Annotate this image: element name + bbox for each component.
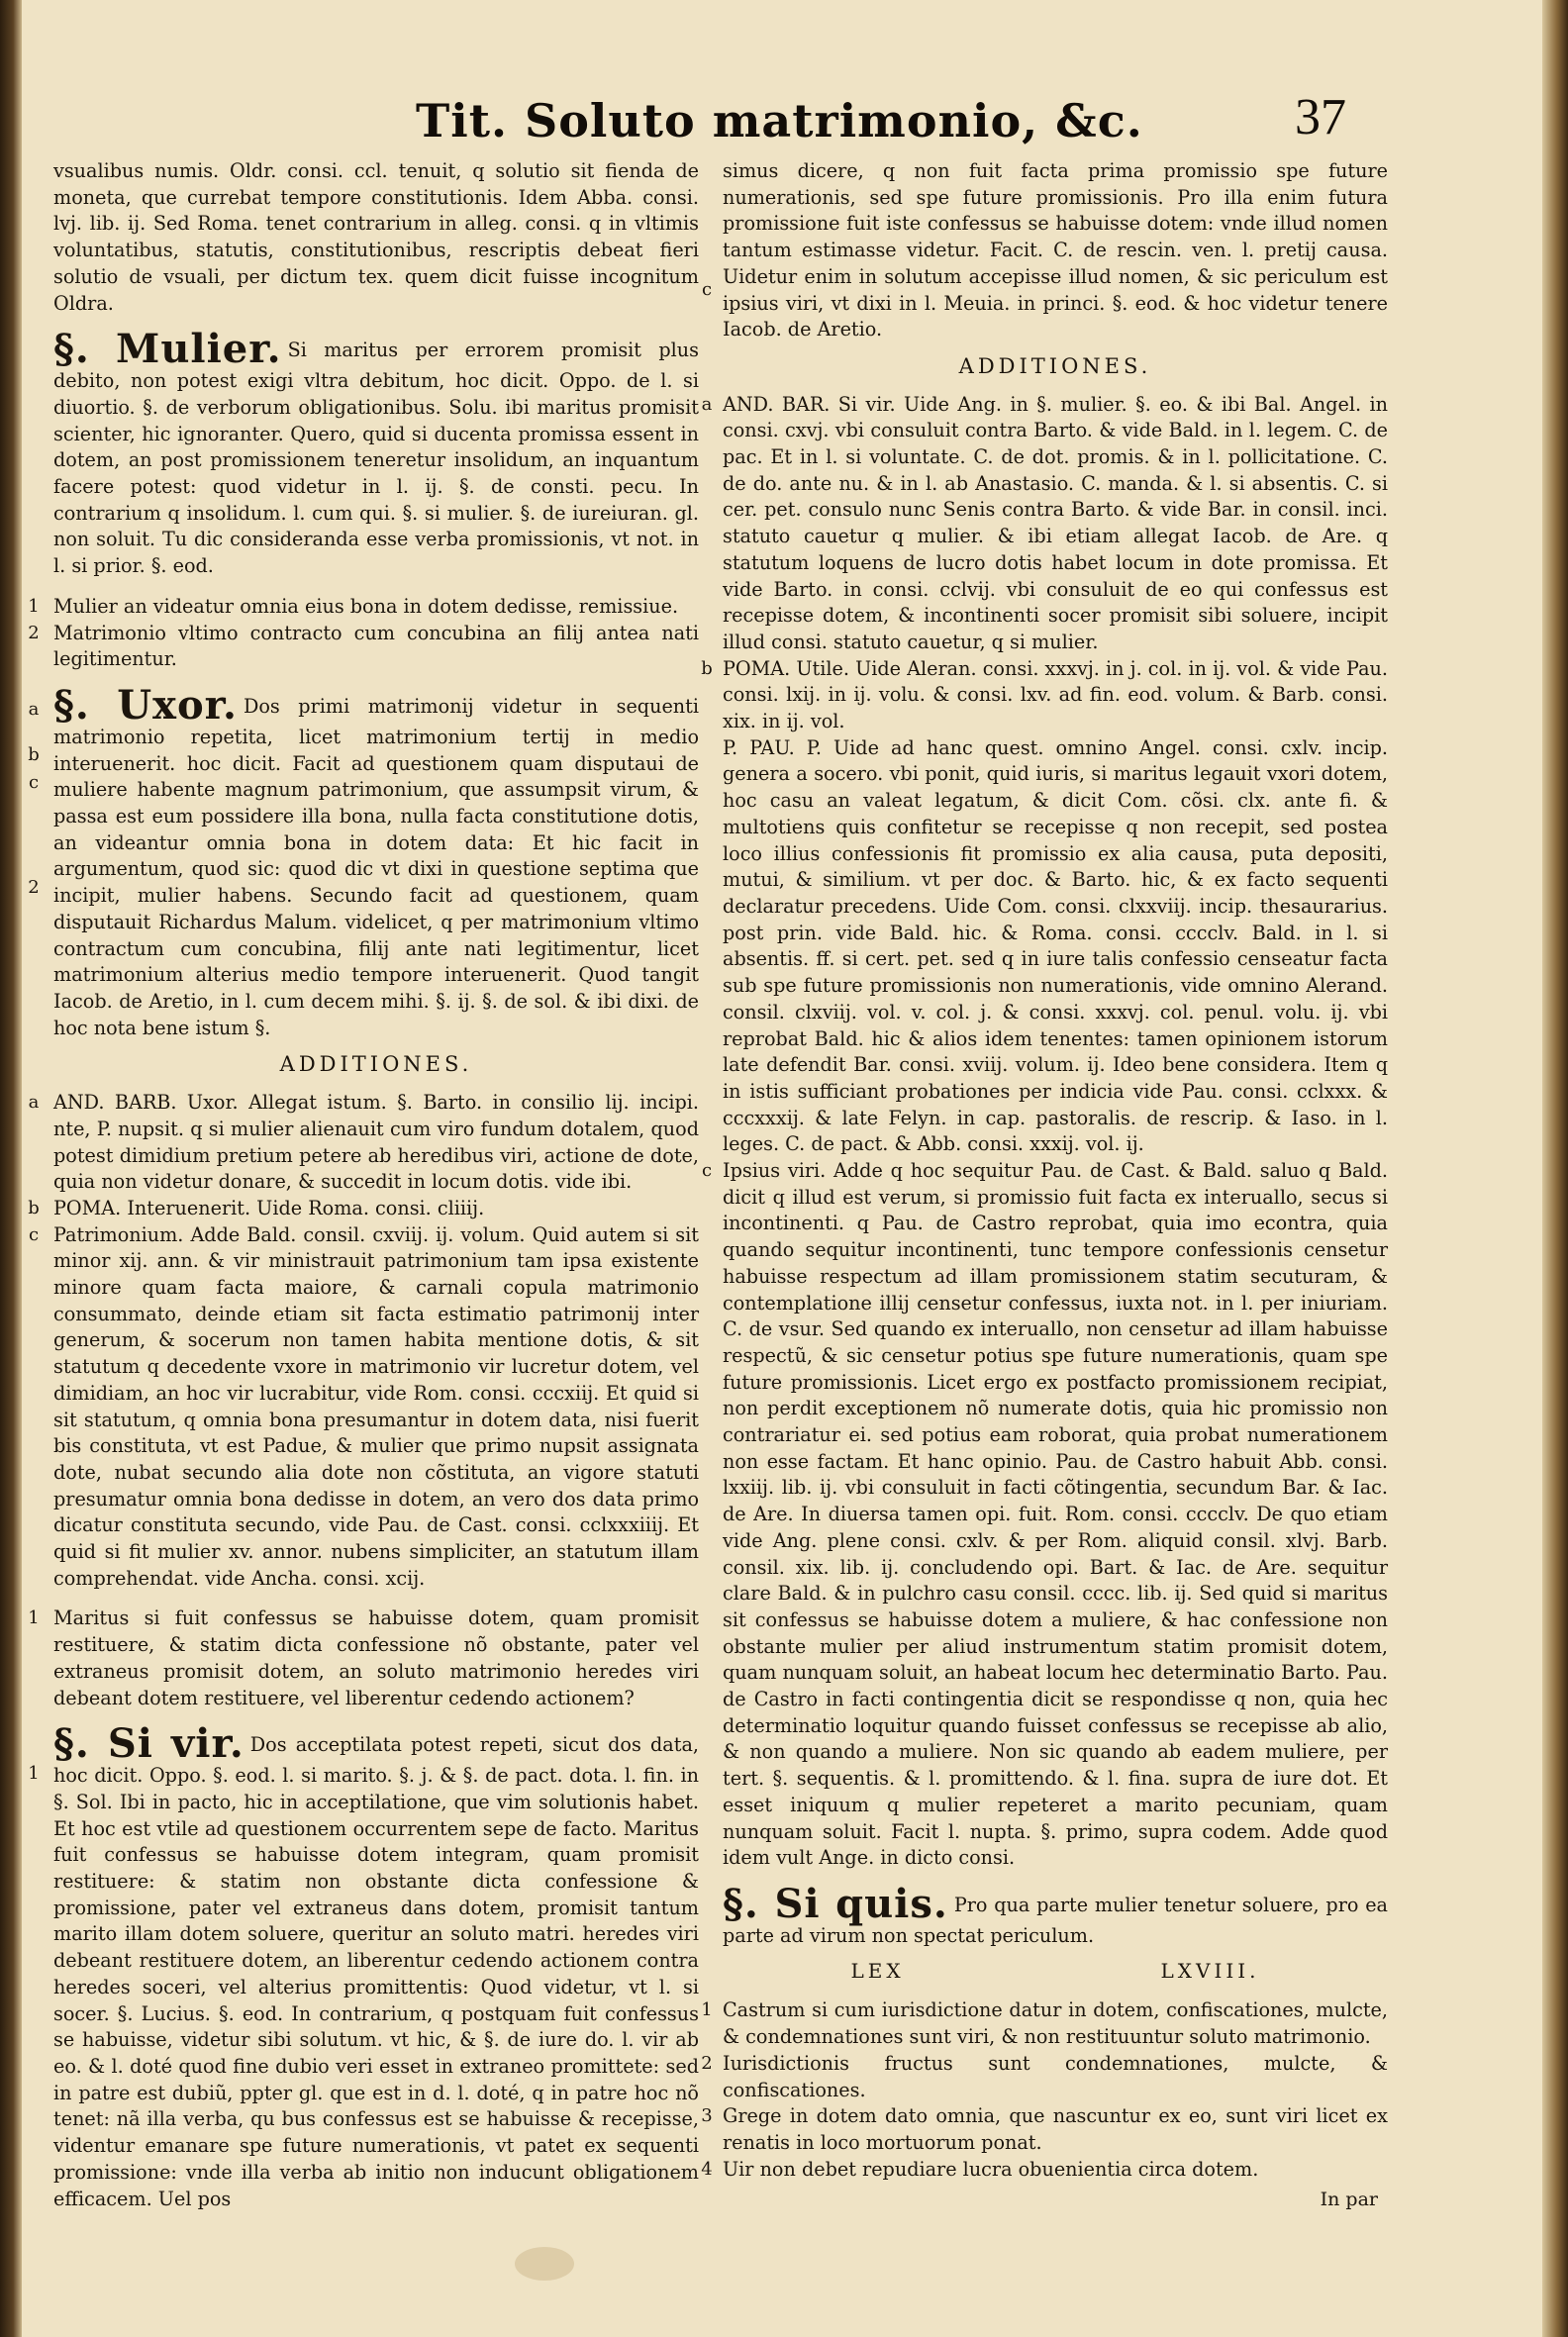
addition-item <box>723 735 1388 1158</box>
folio-number: 37 <box>1295 89 1346 146</box>
addition-item <box>701 656 1388 735</box>
summary-number: 4 <box>701 2158 713 2180</box>
margin-letter-b: b <box>28 743 40 765</box>
addition-text: POMA. Interuenerit. Uide Roma. consi. cliiij. <box>53 1196 485 1219</box>
addition-text: Ipsius viri. Adde q hoc sequitur Pau. de Cast. & Bald. saluo q Bald. dicit q illud est verum, si promissio fuit facta ex interuallo, secus si incontinenti. q Pau. de Castro reprobat, quia imo econtra, quia quando sequitur incontinenti, tunc tempore confessionis censetur habuisse respectum ad illam promissionem statim secuturam, & contemplatione illij censetur confessus, iuxta not. in l. per iniuriam. C. de vsur. Sed quando ex interuallo, non censetur ad illam habuisse respectũ, & sic censetur potius spe future numerationis, quam spe future promissionis. Licet ergo ex postfacto promissionem recipiat, non perdit exceptionem nõ numerate dotis, quia hic promissio non contrariatur ei. sed potius eam roborat, quia probat numerationem non esse factam. Et hanc opinio. Pau. de Castro habuit Abb. consi. lxxiij. lib. ij. vbi consuluit in facti cõtingentia, secundum Bar. & Iac. de Are. In diuersa tamen opi. fuit. Rom. consi. cccclv. De quo etiam vide Ang. plene consi. cxlv. & per Rom. aliquid consil. xlvj. Barb. consil. xix. lib. ij. concludendo opi. Bart. & Iac. de Are. sequitur clare Bald. & in pulchro casu consil. cccc. lib. ij. Sed quid si maritus sit confessus se habuisse dotem a muliere, & hac confessione non obstante mulier per aliud instrumentum statim promisit dotem, quam nunquam soluit, an habeat locum hec determinatio Barto. Pau. de Castro in facti contingentia dicit se respondisse q non, quia hec determinatio loquitur quando fuisset confessus se recepisse ab alio, & non quando a muliere. Non sic quando ab eadem muliere, per tert. §. sequentis. & l. promittendo. & l. fina. supra de iure dot. Et esset iniquum q mulier repeteret a marito pecuniam, quam nunquam soluit. Facit l. nupta. §. primo, supra codem. Adde quod idem vult Ange. in dicto consi. <box>723 1159 1388 1870</box>
addition-text: AND. BARB. Uxor. Allegat istum. §. Barto. in consilio lij. incipi. nte, P. nupsit. q si mulier alienauit cum viro fundum dotalem, quod potest dimidium pretium petere ab heredibus viri, actione de dote, quia non videtur donare, & succedit in locum dotis. vide ibi. <box>53 1091 699 1194</box>
addition-text: Patrimonium. Adde Bald. consil. cxviij. ij. volum. Quid autem si sit minor xij. ann. & vir ministrauit patrimonium tam ipsa existente minore quam facta maiore, & carnali copula matrimonio consummato, deinde etiam sit facta estimatio patrimonij inter generum, & socerum non tamen habita mentione dotis, & sit statutum q decedente vxore in matrimonio vir lucretur dotem, vel dimidiam, an hoc vir lucrabitur, vide Rom. consi. cccxiij. Et quid si sit statutum, q omnia bona presumantur in dotem data, nisi fuerit bis constituta, vt est Padue, & mulier que primo nupsit assignata dote, nubat secundo alia dote non cõstituta, an vigore statuti presumatur omnia bona dedisse in dotem, an vero dos data primo dicatur constituta secundo, vide Pau. de Cast. consi. cclxxxiiij. Et quid si fit mulier xv. annor. nubens simpliciter, an statutum illam comprehendat. vide Ancha. consi. xcij. <box>53 1222 699 1590</box>
summary-number: 2 <box>28 622 40 643</box>
addition-item <box>701 392 1388 656</box>
margin-letter-a: a <box>701 393 713 415</box>
summary-text: Uir non debet repudiare lucra obuenientia circa dotem. <box>723 2157 1259 2181</box>
summary-item <box>701 2103 1388 2156</box>
catchword: In par <box>1320 2189 1378 2211</box>
summary-item <box>701 2157 1388 2184</box>
left-intro: vsualibus numis. Oldr. consi. ccl. tenuit, q solutio sit fienda de moneta, que currebat tempore constitutionis. Idem Abba. consi. lvj. lib. ij. Sed Roma. tenet contrarium in alleg. consi. q in vltimis voluntatibus, statutis, constitutionibus, rescriptis debeat fieri solutio de vsuali, per dictum tex. quem dicit fuisse incognitum Oldra. <box>53 159 699 315</box>
mulier-heading: §. Mulier. <box>53 326 282 373</box>
siquis-heading: §. Si quis. <box>723 1881 948 1927</box>
addition-text: AND. BAR. Si vir. Uide Ang. in §. mulier. §. eo. & ibi Bal. Angel. in consi. cxvj. vbi consuluit contra Barto. & vide Bald. in l. legem. C. de pac. Et in l. si voluntate. C. de dot. promis. & in l. pollicitatione. C. de do. ante nu. & in l. ab Anastasio. C. manda. & l. si absentis. C. si cer. pet. consulo nunc Senis contra Barto. & vide Bar. in consil. inci. statuto cauetur q mulier. & ibi etiam allegat Iacob. de Are. q statutum loquens de lucro dotis habet locum in dote promissa. Et vide Barto. in consi. cclvij. vbi consuluit de eo qui confessus est recepisse dotem, & incontinenti socer promisit sibi soluere, incipit illud consi. statuto cauetur, q si mulier. <box>723 392 1388 653</box>
margin-letter-b: b <box>28 1197 40 1218</box>
right-intro-block <box>701 158 1388 343</box>
summary-text: Castrum si cum iurisdictione datur in dotem, confiscationes, mulcte, & condemnationes sunt viri, & non restituuntur soluto matrimonio. <box>723 1998 1388 2049</box>
summary-number: 2 <box>701 2052 713 2074</box>
uxor-text: Dos primi matrimonij videtur in sequenti matrimonio repetita, licet matrimonium tertij in medio interuenerit. hoc dicit. Facit ad questionem quam disputaui de muliere habente magnum patrimonium, que assumpsit virum, & passa est eum possidere illa bona, nulla facta constitutione dotis, an videantur omnia bona in dotem data: Et hic facit in argumentum, quod sic: quod dic vt dixi in questione septima que incipit, mulier habens. Secundo facit ad questionem, quam disputauit Richardus Malum. videlicet, q per matrimonium vltimo contractum cum concubina, filij ante nati legitimentur, licet matrimonium alterius medio tempore interuenerit. Quod tangit Iacob. de Aretio, in l. cum decem mihi. §. ij. §. de sol. & ibi dixi. de hoc nota bene istum §. <box>53 694 700 1039</box>
addition-text: P. PAU. P. Uide ad hanc quest. omnino Angel. consi. cxlv. incip. genera a socero. vbi ponit, quid iuris, si maritus legauit vxori dotem, hoc casu an valeat legatum, & dicit Com. cõsi. clx. ante fi. & multotiens quis confitetur se recepisse q non recepit, sed postea loco illius confessionis fit promissio ex alia causa, puta depositi, mutui, & similium. vt per doc. & Barto. hic, & ex facto sequenti declaratur precedens. Uide Com. consi. clxxviij. incip. thesaurarius. post prin. vide Bald. hic. & Roma. consi. cccclv. Bald. in l. si absentis. ff. si cert. pet. sed q in iure talis confessio censeatur facta sub spe future promissionis non numerationis, vide omnino Alerand. consil. clxviij. vol. v. col. j. & consi. xxxvj. col. penul. volu. ij. vbi reprobat Bald. hic & alios idem tenentes: tamen opinionem istorum late defendit Bar. consi. xviij. volum. ij. Ideo bene considera. Item q in istis sufficiant probationes per indicia vide Pau. consi. cclxxx. & cccxxxij. & late Felyn. in cap. pastoralis. de rescrip. & Iaso. in l. leges. C. de pact. & Abb. consi. xxxij. vol. ij. <box>723 735 1388 1156</box>
sivir-heading: §. Si vir. <box>53 1720 245 1768</box>
binding-gutter <box>0 0 22 2337</box>
summary-item <box>28 594 699 621</box>
siquis-section <box>723 1881 1388 1950</box>
summary-item <box>701 1997 1388 2050</box>
siquis-text: Pro qua parte mulier tenetur soluere, pro ea parte ad virum non spectat periculum. <box>723 1894 1388 1947</box>
running-title: Tit. Soluto matrimonio, &c. <box>416 94 1143 147</box>
mulier-text: Si maritus per errorem promisit plus debito, non potest exigi vltra debitum, hoc dicit. Oppo. de l. si diuortio. §. de verborum obligationibus. Solu. ibi maritus promisit scienter, hic ignoranter. Quero, quid si ducenta promissa essent in dotem, an post promissionem teneretur insolidum, an inquantum facere potest: quod videtur in l. ij. §. de consti. pecu. In contrarium q insolidum. l. cum qui. §. si mulier. §. de iureiuran. gl. non soluit. Tu dic consideranda esse verba promissionis, vt not. in l. si prior. §. eod. <box>53 339 700 578</box>
uxor-heading: §. Uxor. <box>53 681 238 729</box>
summary-number: 1 <box>28 1607 40 1629</box>
sivir-text: Dos acceptilata potest repeti, sicut dos data, hoc dicit. Oppo. §. eod. l. si marito. §. j. & §. de pact. dota. l. fin. in §. Sol. Ibi in pacto, hic in acceptilatione, que vim solutionis habet. Et hoc est vtile ad questionem occurrentem sepe de facto. Maritus fuit confessus se habuisse dotem integram, quam promisit restituere: & statim non obstante dicta confessione & promissione, pater vel extraneus dans dotem, promisit tantum marito illam dotem soluere, queritur an soluto matri. heredes viri debeant restituere dotem, an liberentur cedendo actionem contra heredes soceri, vel alterius promittentis: Quod videtur, vt l. si socer. §. Lucius. §. eod. In contrarium, q postquam fuit confessus se habuisse, videtur sibi solutum. vt hic, & §. de iure do. l. vir ab eo. & l. doté quod fine dubio veri esset in extraneo promittete: sed in patre est dubiũ, ppter gl. que est in d. l. doté, q in patre hoc nõ tenet: nã illa verba, qu bus confessus est se habuisse & recepisse, videntur emanare spe future numerationis, vt patet ex sequenti promissione: vnde illa verba ab initio non inducunt obligationem efficacem. Uel pos <box>53 1733 699 2210</box>
right-column <box>701 158 1388 2213</box>
summary-item <box>701 2051 1388 2103</box>
summary-text: Iurisdictionis fructus sunt condemnationes, mulcte, & confiscationes. <box>723 2051 1388 2101</box>
uxor-block <box>28 681 700 1041</box>
addition-item <box>28 1090 699 1196</box>
additiones-heading: ADDITIONES. <box>279 1052 473 1077</box>
sivir-section <box>53 1720 699 2212</box>
page-edge <box>1542 0 1568 2337</box>
uxor-section <box>53 681 700 1041</box>
lex-label: LEX <box>850 1958 905 1983</box>
page-header <box>416 89 1346 153</box>
sivir-block <box>28 1720 699 2212</box>
summary-text: Matrimonio vltimo contracto cum concubina an filij antea nati legitimentur. <box>53 621 699 671</box>
summary-text: Grege in dotem dato omnia, que nascuntur ex eo, sunt viri licet ex renatis in loco mortuorum ponat. <box>723 2104 1388 2154</box>
lex-heading <box>723 1958 1388 1985</box>
paper-stain <box>515 2247 574 2281</box>
addition-item <box>701 1158 1388 1872</box>
summary-text: Maritus si fuit confessus se habuisse dotem, quam promisit restituere, & statim dicta confessione nõ obstante, pater vel extraneus promisit dotem, an soluto matrimonio heredes viri debeant dotem restituere, vel liberentur cedendo actionem? <box>53 1607 699 1709</box>
left-column <box>28 158 700 2212</box>
margin-letter-a: a <box>28 698 40 720</box>
margin-number: 1 <box>28 1763 40 1785</box>
summary-text: Mulier an videatur omnia eius bona in dotem dedisse, remissiue. <box>53 594 679 618</box>
summary-number: 1 <box>701 1999 713 2021</box>
margin-letter-c: c <box>28 1223 40 1245</box>
addition-text: POMA. Utile. Uide Aleran. consi. xxxvj. in j. col. in ij. vol. & vide Pau. consi. lxij. in ij. volu. & consi. lxv. ad fin. eod. volum. & Barb. consi. xix. in ij. vol. <box>723 656 1388 733</box>
mulier-section <box>53 326 700 580</box>
lex-number: LXVIII. <box>1160 1958 1260 1983</box>
summary-item <box>28 1606 699 1711</box>
addition-item <box>28 1196 699 1222</box>
margin-letter-c: c <box>28 771 40 793</box>
summary-number: 3 <box>701 2105 713 2127</box>
summary-number: 1 <box>28 595 40 617</box>
addition-item <box>28 1222 699 1593</box>
additiones-heading: ADDITIONES. <box>958 353 1152 378</box>
summary-item <box>28 621 699 673</box>
right-intro: simus dicere, q non fuit facta prima promissio spe future numerationis, sed spe future promissionis. Pro illa enim futura promissione fuit iste confessus se habuisse dotem: vnde illud nomen tantum estimasse videtur. Facit. C. de rescin. ven. l. pretij causa. Uidetur enim in solutum accepisse illud nomen, & sic periculum est ipsius viri, vt dixi in l. Meuia. in princi. §. eod. & hoc videtur tenere Iacob. de Aretio. <box>723 159 1388 341</box>
margin-letter-a: a <box>28 1092 40 1114</box>
margin-letter-b: b <box>701 657 713 679</box>
margin-letter-c: c <box>701 279 713 300</box>
margin-letter-c: c <box>701 1160 713 1182</box>
margin-number: 2 <box>28 876 40 898</box>
